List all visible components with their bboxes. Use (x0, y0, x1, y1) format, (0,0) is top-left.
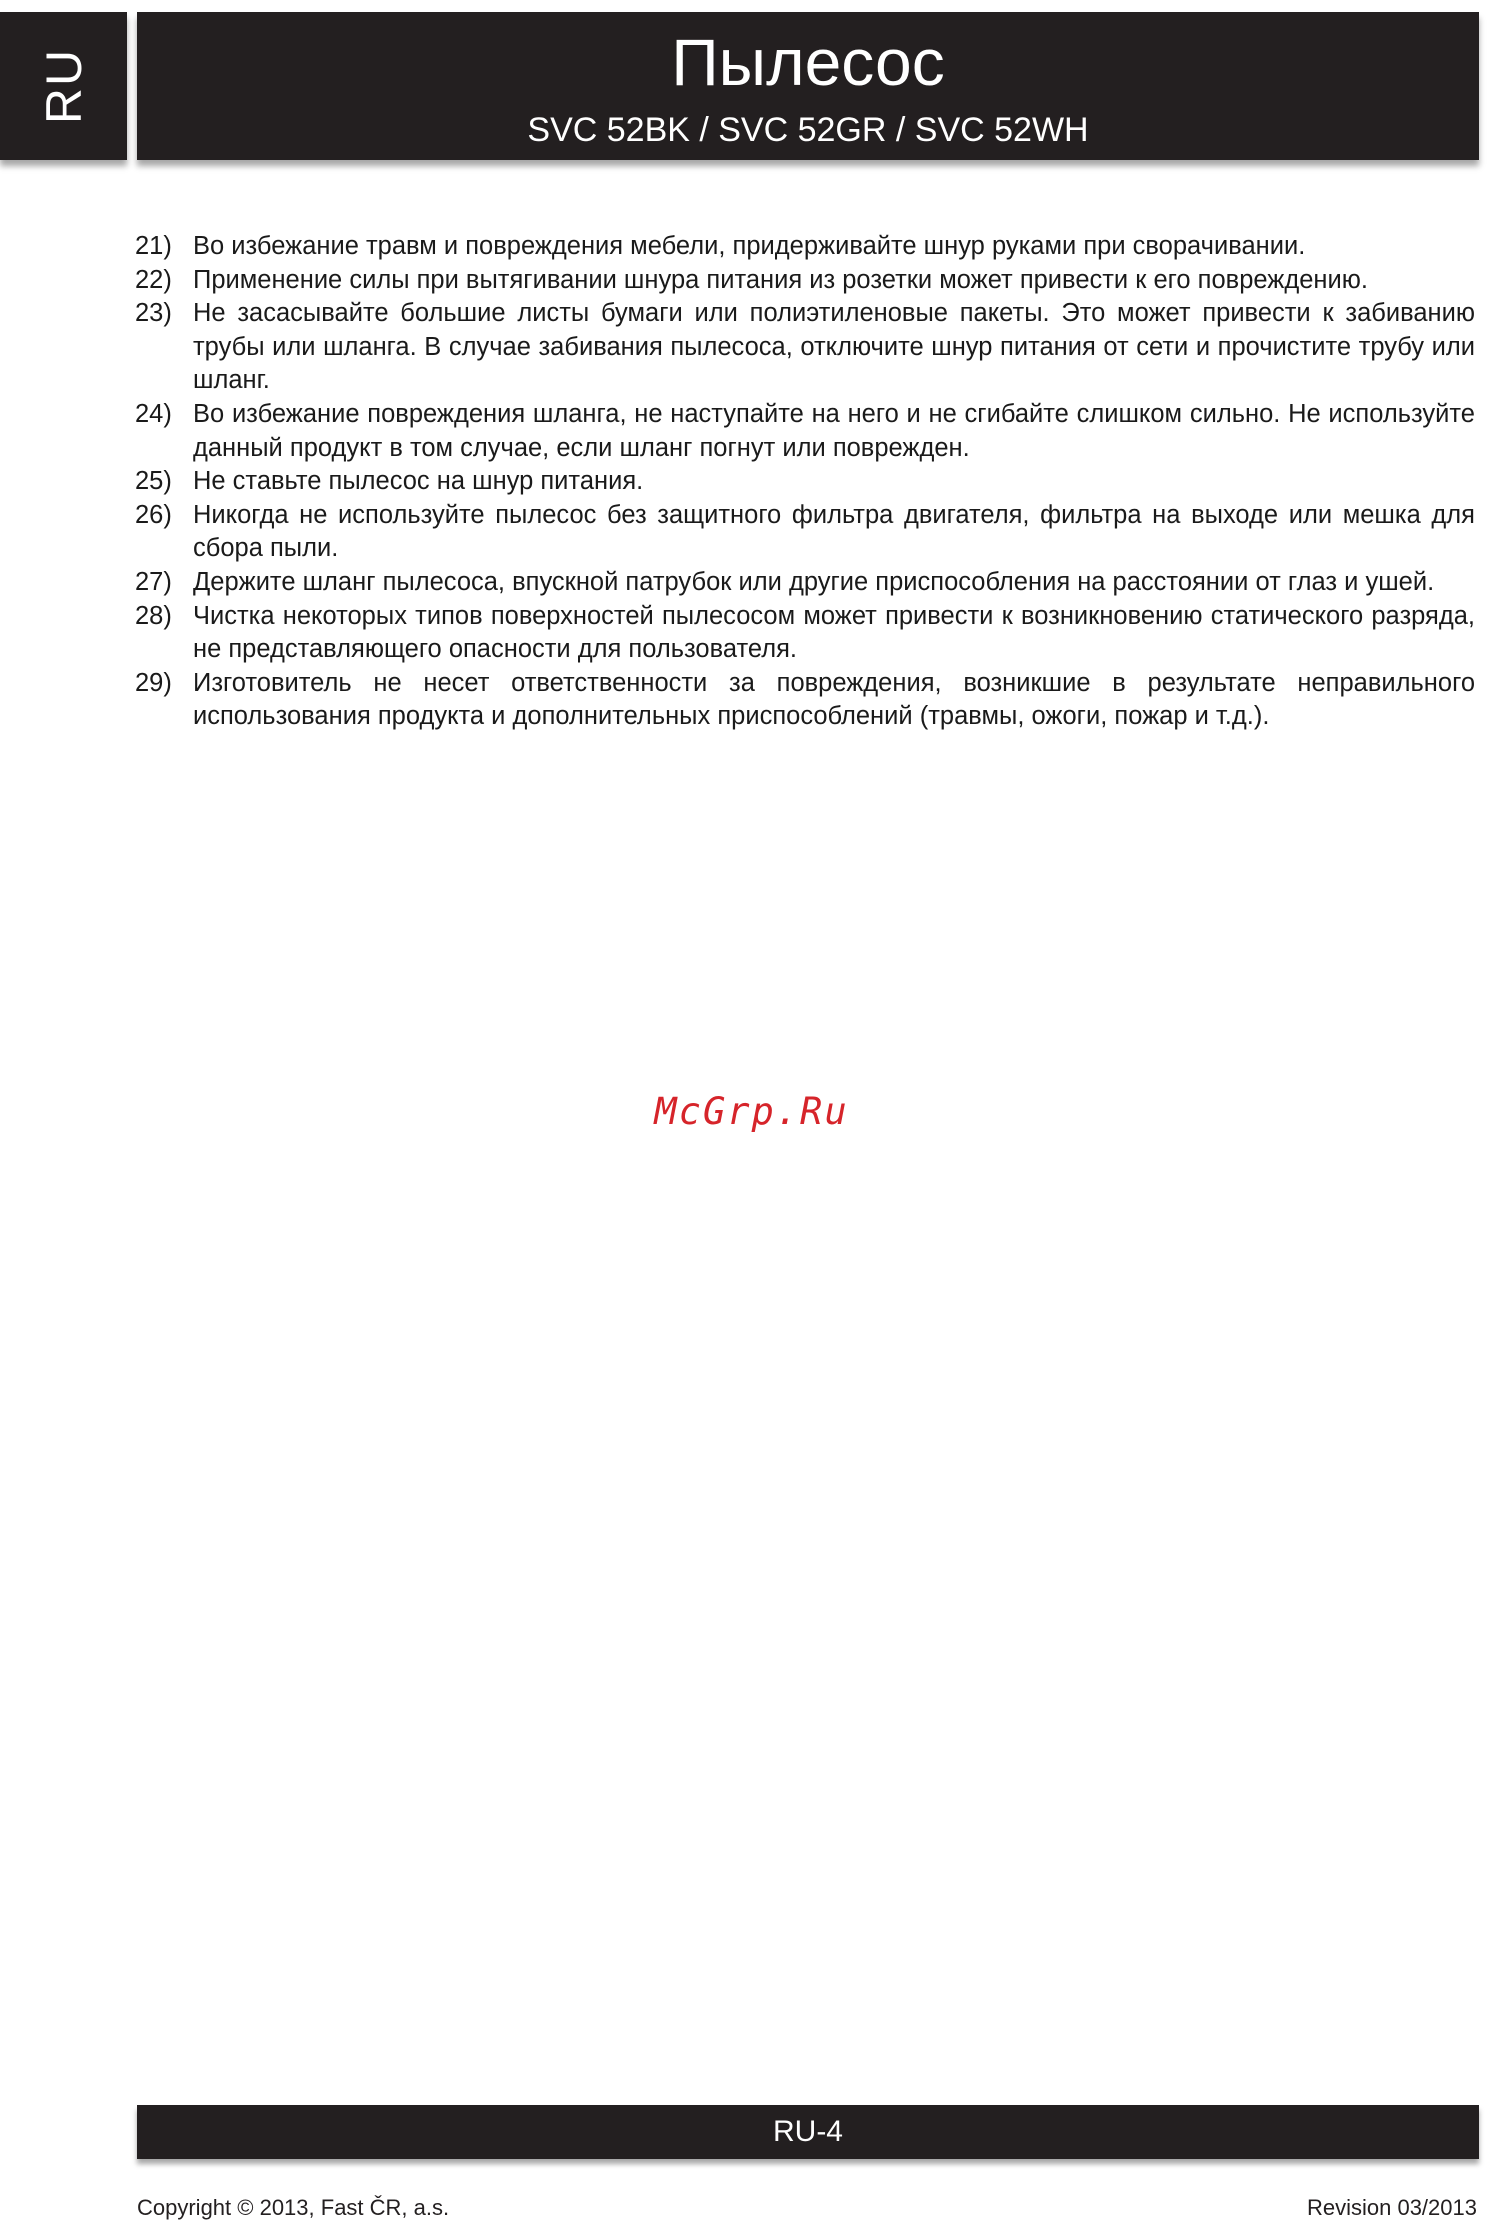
item-number: 25) (135, 467, 172, 496)
page-title: Пылесос (671, 25, 945, 99)
list-item (135, 566, 1475, 600)
revision-text: Revision 03/2013 (1306, 2195, 1477, 2220)
item-text: Применение силы при вытягивании шнура питания из розетки может привести к его повреждению. (193, 265, 1368, 294)
item-text: Во избежание травм и повреждения мебели, придерживайте шнур руками при сворачивании. (193, 232, 1306, 260)
copyright-text: Copyright © 2013, Fast ČR, a.s. (137, 2195, 450, 2220)
item-number: 24) (135, 399, 172, 428)
item-number: 21) (135, 232, 172, 260)
item-number: 26) (135, 500, 172, 529)
item-text: Чистка некоторых типов поверхностей пылесосом может привести к возникновению статического разряда, не представляющего опасности для пользователя. (193, 601, 1475, 664)
item-text: Не ставьте пылесос на шнур питания. (193, 467, 644, 496)
list-item (135, 600, 1475, 667)
list-item (135, 230, 1475, 264)
item-text: Никогда не используйте пылесос без защитного фильтра двигателя, фильтра на выходе или мешка для сбора пыли. (193, 500, 1475, 563)
item-text: Изготовитель не несет ответственности за повреждения, возникшие в результате неправильного использования продукта и дополнительных приспособлений (травмы, ожоги, пожар и т.д.). (193, 668, 1475, 731)
list-item (135, 465, 1475, 499)
item-number: 23) (135, 299, 172, 328)
item-text: Во избежание повреждения шланга, не наступайте на него и не сгибайте слишком сильно. Не используйте данный продукт в том случае, если шланг погнут или поврежден. (193, 399, 1475, 462)
item-number: 29) (135, 668, 172, 697)
footer-bar (137, 2105, 1479, 2159)
header-bar (137, 12, 1479, 160)
item-text: Не засасывайте большие листы бумаги или полиэтиленовые пакеты. Это может привести к забиванию трубы или шланга. В случае забивания пылесоса, отключите шнур питания от сети и прочистите трубу или шланг. (193, 299, 1475, 395)
page-number: RU-4 (772, 2115, 843, 2148)
safety-instructions-list (135, 230, 1475, 734)
list-item (135, 398, 1475, 465)
list-item (135, 297, 1475, 398)
item-number: 28) (135, 601, 172, 630)
language-code: RU (35, 47, 92, 125)
item-number: 27) (135, 567, 172, 596)
list-item (135, 499, 1475, 566)
item-text: Держите шланг пылесоса, впускной патрубок или другие приспособления на расстоянии от глаз и ушей. (193, 567, 1435, 596)
list-item (135, 264, 1475, 298)
list-item (135, 667, 1475, 734)
model-subtitle: SVC 52BK / SVC 52GR / SVC 52WH (527, 111, 1089, 149)
item-number: 22) (135, 265, 172, 294)
watermark: McGrp.Ru (654, 1090, 849, 1133)
language-tab (0, 12, 127, 160)
